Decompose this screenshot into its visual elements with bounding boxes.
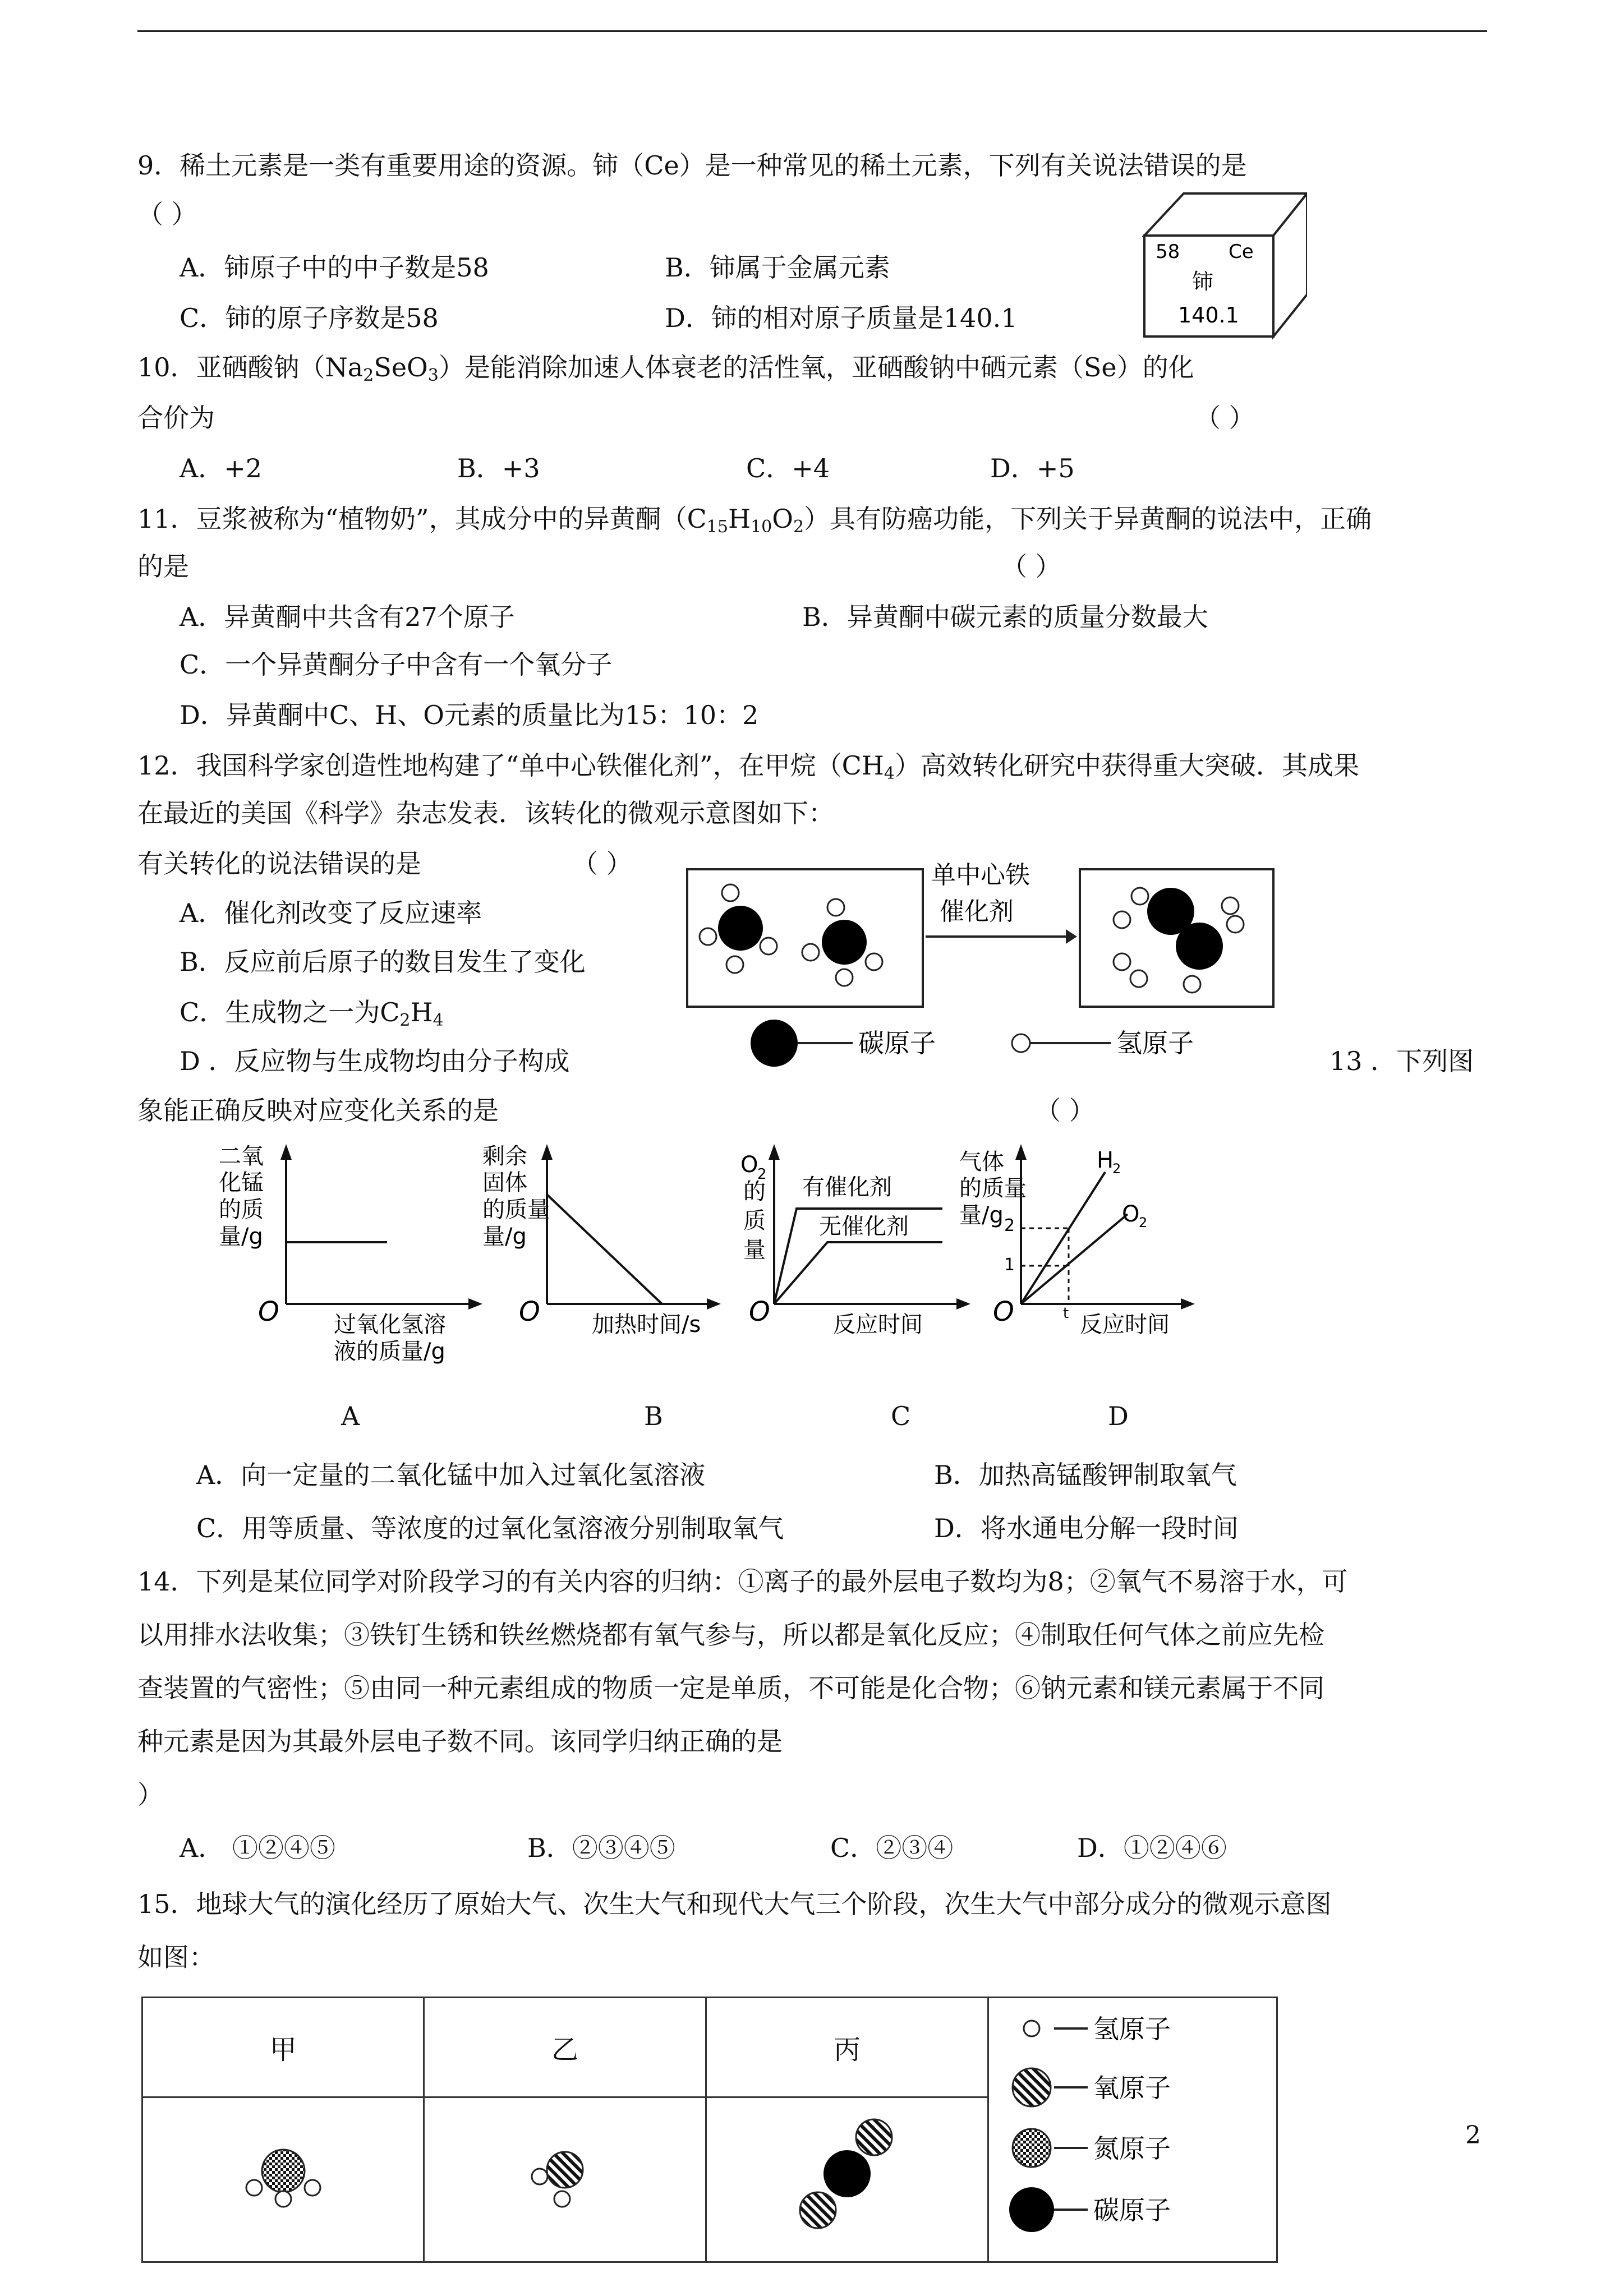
q10-option-b: B．+3 xyxy=(457,453,540,483)
legend-carbon: 碳原子 xyxy=(1093,2194,1171,2225)
graph-d-line-h2 xyxy=(1021,1172,1105,1304)
q13-option-a: A．向一定量的二氧化锰中加入过氧化氢溶液 xyxy=(196,1460,706,1490)
water-molecule xyxy=(509,2120,621,2233)
graph-a-letter: A xyxy=(341,1401,360,1431)
hydrogen-atom xyxy=(1114,911,1130,928)
svg-text:O: O xyxy=(740,1152,758,1178)
page-number: 2 xyxy=(1465,2121,1481,2150)
q14-line-1: 14．下列是某位同学对阶段学习的有关内容的归纳：①离子的最外层电子数均为8；②氧气不易溶于水，可 xyxy=(137,1566,1348,1597)
svg-text:量/g: 量/g xyxy=(482,1224,527,1250)
svg-text:2: 2 xyxy=(1139,1215,1148,1230)
hydrogen-atom xyxy=(700,928,716,945)
hydrogen-atom xyxy=(760,938,777,955)
q13-stem: 13 ．下列图 xyxy=(1329,1046,1474,1076)
q9-option-b: B．铈属于金属元素 xyxy=(665,252,890,283)
q12-reaction-diagram xyxy=(684,858,1386,1088)
molecule-yi xyxy=(424,2097,706,2262)
q9-answer-paren: （ ） xyxy=(137,199,197,229)
hydrogen-atom xyxy=(722,884,739,901)
q15-molecule-table xyxy=(141,1997,1278,2263)
card-symbol: Ce xyxy=(1229,241,1254,263)
q11-option-b: B．异黄酮中碳元素的质量分数最大 xyxy=(802,602,1208,632)
q10-stem-line2: 合价为 xyxy=(137,403,215,433)
svg-text:2: 2 xyxy=(1112,1161,1121,1177)
carbon-atom xyxy=(823,2150,871,2197)
card-element-name: 铈 xyxy=(1192,269,1214,294)
q12-option-d: D ．反应物与生成物均由分子构成 xyxy=(180,1046,570,1076)
svg-text:t: t xyxy=(1063,1305,1069,1322)
q14-line-3: 查装置的气密性；⑤由同一种元素组成的物质一定是单质，不可能是化合物；⑥钠元素和镁元素属于不同 xyxy=(137,1673,1324,1703)
svg-text:反应时间: 反应时间 xyxy=(1080,1312,1170,1338)
svg-text:的: 的 xyxy=(743,1179,766,1205)
hydrogen-atom xyxy=(1131,888,1148,905)
svg-text:过氧化氢溶: 过氧化氢溶 xyxy=(334,1312,446,1338)
q10-option-d: D．+5 xyxy=(990,453,1075,483)
svg-text:加热时间/s: 加热时间/s xyxy=(592,1312,701,1338)
hydrogen-atom xyxy=(1184,976,1200,993)
svg-text:气体: 气体 xyxy=(959,1149,1004,1175)
svg-text:液的质量/g: 液的质量/g xyxy=(334,1339,445,1364)
svg-text:O: O xyxy=(993,1296,1014,1327)
catalyst-label-1: 单中心铁 xyxy=(931,861,1030,889)
hydrogen-atom xyxy=(532,2169,548,2184)
legend-nitrogen-swatch xyxy=(1013,2129,1051,2167)
svg-text:固体: 固体 xyxy=(482,1170,527,1196)
table-header-yi: 乙 xyxy=(424,1998,706,2097)
legend-nitrogen: 氮原子 xyxy=(1093,2133,1171,2164)
legend-carbon-swatch xyxy=(751,1020,798,1067)
q15-line-1: 15．地球大气的演化经历了原始大气、次生大气和现代大气三个阶段，次生大气中部分成分的微观示意图 xyxy=(137,1889,1332,1919)
q10-stem: 10．亚硒酸钠$(Na_2SeO_3)$是能消除加速人体衰老的活性氧，亚硒酸钠中硒元素（Se）的化 xyxy=(137,352,1194,385)
hydrogen-atom xyxy=(836,969,853,986)
nitrogen-atom xyxy=(262,2150,305,2192)
hydrogen-atom xyxy=(1114,953,1130,970)
graph-d-letter: D xyxy=(1108,1401,1129,1431)
q12-option-a: A．催化剂改变了反应速率 xyxy=(180,898,482,928)
svg-text:O: O xyxy=(749,1296,770,1327)
molecule-bing xyxy=(706,2097,988,2262)
q10-option-a: A．+2 xyxy=(180,453,263,483)
carbon-atom xyxy=(718,906,763,951)
svg-text:2: 2 xyxy=(1004,1216,1015,1235)
q14-option-c: C．②③④ xyxy=(830,1833,954,1863)
graph-c xyxy=(735,1138,970,1374)
q13-option-b: B．加热高锰酸钾制取氧气 xyxy=(934,1460,1237,1490)
hydrogen-atom xyxy=(305,2180,320,2196)
legend-hydrogen-swatch xyxy=(1024,2021,1039,2036)
hydrogen-atom xyxy=(827,899,844,916)
q14-line-4: 种元素是因为其最外层电子数不同。该同学归纳正确的是 xyxy=(137,1726,783,1756)
q11-option-d: D．异黄酮中C、H、O元素的质量比为15：10：2 xyxy=(180,700,759,730)
carbon-atom xyxy=(1176,923,1223,970)
graph-c-line-no-catalyst xyxy=(774,1242,942,1304)
q11-stem: 11．豆浆被称为“植物奶”，其成分中的异黄酮$(C_{15}H_{10}O_2)$具有防癌功能，下列关于异黄酮的说法中，正确 xyxy=(137,504,1372,537)
svg-text:O: O xyxy=(258,1296,279,1327)
q14-option-a: A． ①②④⑤ xyxy=(180,1833,335,1863)
svg-text:的质量: 的质量 xyxy=(959,1175,1027,1201)
svg-text:二氧: 二氧 xyxy=(219,1144,264,1169)
cerium-element-card xyxy=(1139,185,1307,342)
q13-answer-paren: （ ） xyxy=(1035,1095,1095,1126)
q14-line-5: ） xyxy=(137,1779,163,1810)
svg-text:剩余: 剩余 xyxy=(482,1144,527,1169)
svg-text:无催化剂: 无催化剂 xyxy=(819,1214,909,1239)
graph-b-letter: B xyxy=(644,1401,663,1431)
atom-legend-diagram xyxy=(1004,2003,1262,2250)
legend-hydrogen-label: 氢原子 xyxy=(1116,1028,1194,1058)
carbon-dioxide-molecule xyxy=(780,2104,914,2249)
graph-b-line xyxy=(547,1195,662,1304)
graph-d-line-o2 xyxy=(1021,1214,1128,1304)
q9-option-a: A．铈原子中的中子数是58 xyxy=(180,252,489,283)
q12-answer-paren: （ ） xyxy=(572,849,632,879)
svg-text:量/g: 量/g xyxy=(959,1202,1004,1228)
q12-stem-line2: 在最近的美国《科学》杂志发表．该转化的微观示意图如下： xyxy=(137,798,834,828)
q15-line-2: 如图： xyxy=(137,1942,215,1972)
ammonia-molecule xyxy=(227,2120,339,2233)
hydrogen-atom xyxy=(246,2180,262,2196)
svg-text:量: 量 xyxy=(743,1237,766,1263)
legend-hydrogen: 氢原子 xyxy=(1093,2013,1171,2044)
table-header-bing: 丙 xyxy=(706,1998,988,2097)
legend-carbon-swatch xyxy=(1009,2187,1054,2232)
hydrogen-atom xyxy=(866,953,882,970)
svg-text:1: 1 xyxy=(1004,1255,1015,1275)
carbon-atom xyxy=(822,920,867,965)
legend-carbon-label: 碳原子 xyxy=(858,1028,936,1058)
svg-text:H: H xyxy=(1097,1147,1114,1173)
graph-c-letter: C xyxy=(891,1401,911,1431)
legend-oxygen-swatch xyxy=(1013,2068,1051,2106)
svg-text:O: O xyxy=(1122,1201,1140,1227)
hydrogen-atom xyxy=(802,944,819,961)
q11-stem-line2: 的是 xyxy=(137,551,189,582)
hydrogen-atom xyxy=(1227,916,1244,933)
hydrogen-atom xyxy=(1130,970,1147,987)
q13-stem-line2: 象能正确反映对应变化关系的是 xyxy=(137,1095,499,1126)
graph-a xyxy=(213,1138,482,1374)
oxygen-atom xyxy=(856,2119,892,2155)
q13-option-d: D．将水通电分解一段时间 xyxy=(934,1513,1239,1543)
svg-text:的质: 的质 xyxy=(219,1197,264,1223)
q9-option-c: C．铈的原子序数是58 xyxy=(180,303,439,333)
q14-option-b: B．②③④⑤ xyxy=(527,1833,675,1863)
svg-text:量/g: 量/g xyxy=(219,1224,263,1250)
q12-option-b: B．反应前后原子的数目发生了变化 xyxy=(180,947,586,977)
atom-legend xyxy=(988,1998,1277,2262)
oxygen-atom xyxy=(547,2152,583,2188)
q11-option-a: A．异黄酮中共含有27个原子 xyxy=(180,602,515,632)
svg-text:有催化剂: 有催化剂 xyxy=(802,1174,892,1200)
q11-answer-paren: （ ） xyxy=(1001,551,1061,582)
q13-option-c: C．用等质量、等浓度的过氧化氢溶液分别制取氧气 xyxy=(196,1513,784,1543)
svg-text:2: 2 xyxy=(757,1166,767,1183)
hydrogen-atom xyxy=(554,2191,570,2207)
card-atomic-number: 58 xyxy=(1156,241,1180,263)
card-atomic-mass: 140.1 xyxy=(1178,303,1239,328)
hydrogen-atom xyxy=(1222,897,1239,914)
q11-option-c: C．一个异黄酮分子中含有一个氧分子 xyxy=(180,649,613,680)
graph-d xyxy=(954,1138,1200,1374)
graph-b xyxy=(477,1138,724,1374)
molecule-jia xyxy=(142,2097,424,2262)
oxygen-atom xyxy=(800,2192,836,2228)
svg-text:化锰: 化锰 xyxy=(219,1170,264,1196)
svg-text:的质量: 的质量 xyxy=(482,1197,550,1223)
reaction-arrow-head xyxy=(1066,929,1077,944)
q10-answer-paren: （ ） xyxy=(1195,403,1255,433)
svg-text:反应时间: 反应时间 xyxy=(833,1312,923,1338)
hydrogen-atom xyxy=(726,956,743,973)
legend-oxygen: 氧原子 xyxy=(1093,2072,1171,2103)
table-header-jia: 甲 xyxy=(142,1998,424,2097)
q9-option-d: D．铈的相对原子质量是140.1 xyxy=(665,303,1018,333)
svg-text:O: O xyxy=(519,1296,540,1327)
q10-option-c: C．+4 xyxy=(746,453,830,483)
q9-stem: 9．稀土元素是一类有重要用途的资源。铈（Ce）是一种常见的稀土元素，下列有关说法错误的是 xyxy=(137,150,1247,181)
q12-option-c: C．生成物之一为$C_2H_4$ xyxy=(180,997,444,1030)
svg-text:质: 质 xyxy=(743,1208,766,1234)
legend-hydrogen-swatch xyxy=(1012,1034,1030,1052)
hydrogen-atom xyxy=(275,2191,291,2207)
q14-line-2: 以用排水法收集；③铁钉生锈和铁丝燃烧都有氧气参与，所以都是氧化反应；④制取任何气体之前应先检 xyxy=(137,1620,1324,1650)
catalyst-label-2: 催化剂 xyxy=(940,897,1014,926)
q12-stem-line3: 有关转化的说法错误的是 xyxy=(137,849,421,879)
header-rule xyxy=(137,30,1487,32)
q12-stem: 12．我国科学家创造性地构建了“单中心铁催化剂”，在甲烷$(CH_4)$高效转化研究中获得重大突破．其成果 xyxy=(137,750,1359,783)
q14-option-d: D．①②④⑥ xyxy=(1077,1833,1227,1863)
